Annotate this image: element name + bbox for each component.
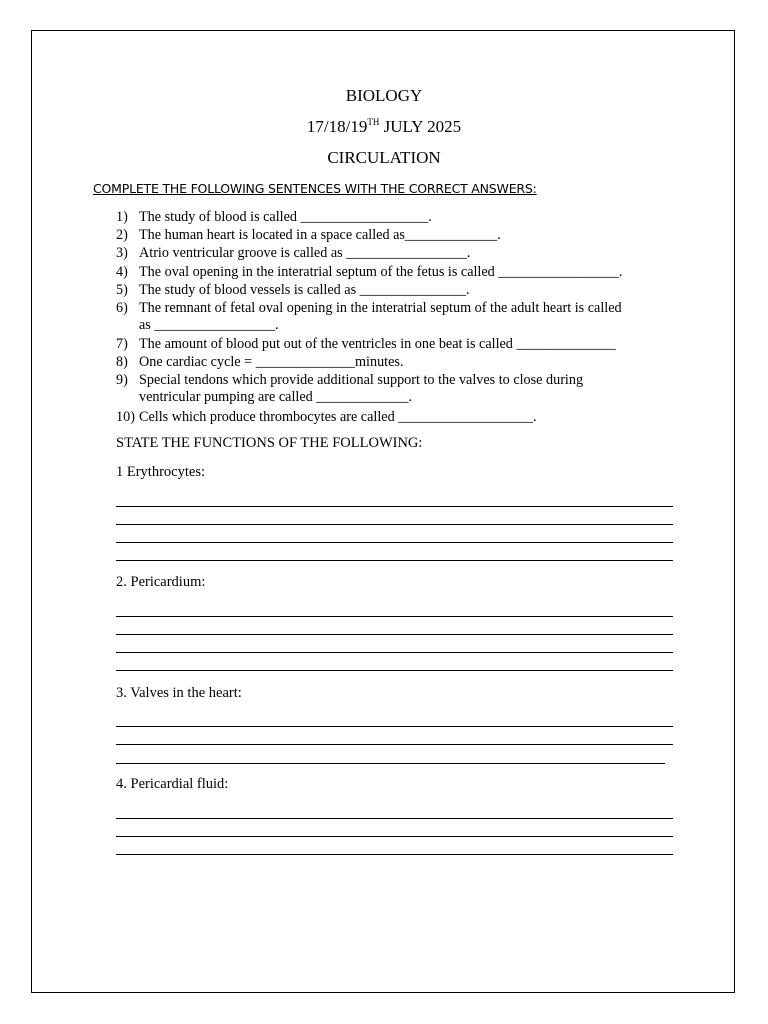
question-9 [116,371,583,389]
answer-line[interactable] [116,634,673,635]
function-label-valves: 3. Valves in the heart: [116,685,242,701]
answer-line[interactable] [116,818,673,819]
question-number: 7) [116,336,128,352]
question-8 [116,353,404,371]
question-text: The study of blood is called __________________. [139,209,432,225]
question-3 [116,244,470,262]
answer-line[interactable] [116,744,673,745]
instruction-heading: COMPLETE THE FOLLOWING SENTENCES WITH THE CORRECT ANSWERS: [93,181,537,196]
question-number: 8) [116,354,128,370]
answer-line[interactable] [116,616,673,617]
question-number: 5) [116,282,128,298]
answer-line[interactable] [116,836,673,837]
question-number: 3) [116,245,128,261]
answer-line[interactable] [116,506,673,507]
question-4 [116,263,622,281]
question-number: 9) [116,372,128,388]
answer-line[interactable] [116,560,673,561]
functions-heading: STATE THE FUNCTIONS OF THE FOLLOWING: [116,435,423,451]
question-6-continuation: as _________________. [139,317,279,333]
date-prefix: 17/18/19 [306,117,368,136]
question-number: 4) [116,264,128,280]
page-border [31,30,735,993]
date-suffix: JULY 2025 [379,117,462,136]
question-number: 1) [116,209,128,225]
answer-line[interactable] [116,854,673,855]
question-2 [116,226,501,244]
question-text: Atrio ventricular groove is called as _________________. [139,245,471,261]
answer-line[interactable] [116,652,673,653]
function-label-erythrocytes: 1 Erythrocytes: [116,464,205,480]
question-9-continuation: ventricular pumping are called _____________. [139,389,413,405]
question-text: The human heart is located in a space called as_____________. [139,227,501,243]
question-7 [116,335,616,353]
answer-line[interactable] [116,726,673,727]
question-5 [116,281,470,299]
question-text: The oval opening in the interatrial septum of the fetus is called _________________. [139,264,623,280]
question-text: The study of blood vessels is called as _______________. [139,282,470,298]
question-text: The amount of blood put out of the ventricles in one beat is called ______________ [139,336,616,352]
question-text: The remnant of fetal oval opening in the interatrial septum of the adult heart is called [139,300,622,316]
question-number: 2) [116,227,128,243]
topic-title: CIRCULATION [327,148,441,167]
question-6 [116,299,622,317]
date-superscript: TH [367,117,380,127]
answer-line[interactable] [116,763,665,764]
question-10 [116,408,537,426]
question-text: One cardiac cycle = ______________minutes. [139,354,404,370]
question-text: Cells which produce thrombocytes are called ___________________. [139,409,537,425]
function-label-pericardium: 2. Pericardium: [116,574,206,590]
answer-line[interactable] [116,524,673,525]
question-number: 6) [116,300,128,316]
question-number: 10) [116,409,135,425]
subject-title: BIOLOGY [345,86,423,105]
question-1 [116,208,432,226]
answer-line[interactable] [116,542,673,543]
function-label-pericardial-fluid: 4. Pericardial fluid: [116,776,229,792]
question-text: Special tendons which provide additional support to the valves to close during [139,372,584,388]
date-line [0,117,768,137]
answer-line[interactable] [116,670,673,671]
